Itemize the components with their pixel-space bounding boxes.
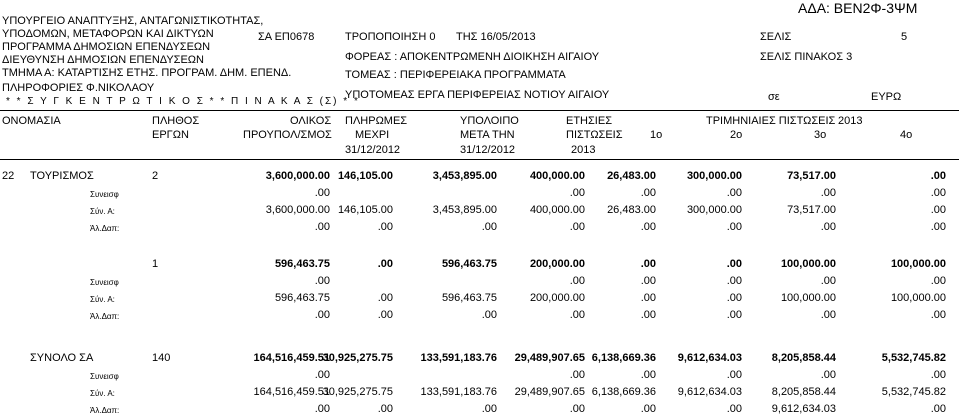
sub-row-value: .00 [640,221,656,233]
sub-row-value: .00 [481,309,497,321]
header-divider-bottom [0,159,959,160]
table-page: ΣΕΛΙΣ ΠΙΝΑΚΟΣ 3 [760,51,853,63]
col-quarterly-year: 2013 [838,115,863,127]
header-line-1: ΥΠΟΥΡΓΕΙΟ ΑΝΑΠΤΥΞΗΣ, ΑΝΤΑΓΩΝΙΣΤΙΚΟΤΗΤΑΣ, [2,15,264,27]
sub-row-value: 100,000.00 [780,292,836,304]
sub-row-value: .00 [820,221,836,233]
sub-row-value: 164,516,459.51 [253,386,330,398]
sub-row-value: .00 [314,309,330,321]
group-main-value: 9,612,634.03 [677,352,742,364]
col-remaining-header-2: ΜΕΤΑ ΤΗΝ [460,129,515,141]
sub-row-value: .00 [726,369,742,381]
sub-row-value: 30,925,275.75 [322,386,393,398]
page-label: ΣΕΛΙΣ [760,31,792,43]
sub-row-value: .00 [377,309,393,321]
sub-row-value: 200,000.00 [529,292,585,304]
sub-row-value: .00 [820,275,836,287]
col-total-budget-header-2: ΠΡΟΥΠΟΛ/ΣΜΟΣ [243,129,332,141]
summary-table-title: * * Σ Υ Γ Κ Ε Ν Τ Ρ Ω Τ Ι Κ Ο Σ * * Π Ι Ν Α Κ Α Σ (Σ) * * [6,96,360,107]
col-count-header-2: ΕΡΓΩΝ [152,129,189,141]
col-remaining-date: 31/12/2012 [460,144,516,156]
modification-date: ΤΗΣ 16/05/2013 [456,31,536,43]
sub-row-value: .00 [930,309,946,321]
sub-row-value: 146,105.00 [337,204,393,216]
group-main-value: 100,000.00 [890,258,946,270]
col-annual-header-2: ΠΙΣΤΩΣΕΙΣ [566,129,623,141]
sub-row-value: .00 [481,221,497,233]
group-main-value: 146,105.00 [337,170,393,182]
subsector: ΥΠΟΤΟΜΕΑΣ ΕΡΓΑ ΠΕΡΙΦΕΡΕΙΑΣ ΝΟΤΙΟΥ ΑΙΓΑΙΟΥ [345,89,610,101]
group-main-value: 26,483.00 [607,170,656,182]
sub-row-value: .00 [377,403,393,415]
sub-row-value: 300,000.00 [686,204,742,216]
sub-row-label: Άλ.Δαπ: [90,312,120,321]
sub-row-value: .00 [726,309,742,321]
group-main-value: 6,138,669.36 [591,352,656,364]
sub-row-value: .00 [930,369,946,381]
sub-row-value: 9,612,634.03 [677,386,742,398]
col-payments-header: ΠΛΗΡΩΜΕΣ [345,115,408,127]
group-name: ΤΟΥΡΙΣΜΟΣ [30,170,94,182]
col-q1-header: 1ο [650,129,663,141]
sub-row-value: .00 [640,309,656,321]
col-name-header: ΟΝΟΜΑΣΙΑ [2,115,61,127]
sub-row-value: .00 [569,221,585,233]
sub-row-value: .00 [481,403,497,415]
sub-row-value: .00 [569,275,585,287]
sub-row-value: .00 [930,275,946,287]
sub-row-value: .00 [314,369,330,381]
sub-row-value: 100,000.00 [890,292,946,304]
sub-row-value: 29,489,907.65 [514,386,585,398]
sub-row-label: Άλ.Δαπ: [90,224,120,233]
sub-row-value: 8,205,858.44 [771,386,836,398]
sub-row-value: 26,483.00 [607,204,656,216]
sub-row-value: 5,532,745.82 [881,386,946,398]
sa-code: ΣΑ ΕΠ0678 [258,31,315,43]
group-main-value: 200,000.00 [529,258,585,270]
group-main-value: 3,600,000.00 [265,170,330,182]
col-q3-header: 3ο [814,129,827,141]
group-main-value: 73,517.00 [787,170,836,182]
group-name: ΣΥΝΟΛΟ ΣΑ [30,352,94,364]
sub-row-value: .00 [820,187,836,199]
sub-row-value: 400,000.00 [529,204,585,216]
header-line-5: ΤΜΗΜΑ Α: ΚΑΤΑΡΤΙΣΗΣ ΕΤΗΣ. ΠΡΟΓΡΑΜ. ΔΗΜ. ΕΠΕΝΔ. [2,67,292,79]
sub-row-value: 9,612,634.03 [771,403,836,415]
sub-row-value: .00 [726,187,742,199]
group-main-value: 3,453,895.00 [432,170,497,182]
sub-row-value: .00 [930,221,946,233]
col-payments-date: 31/12/2012 [345,144,401,156]
sub-row-value: .00 [726,292,742,304]
header-line-2: ΥΠΟΔΟΜΩΝ, ΜΕΤΑΦΟΡΩΝ ΚΑΙ ΔΙΚΤΥΩΝ [2,28,214,40]
sub-row-value: .00 [820,369,836,381]
col-annual-header: ΕΤΗΣΙΕΣ [566,115,612,127]
sub-row-value: .00 [820,309,836,321]
sub-row-value: .00 [726,403,742,415]
sub-row-value: 596,463.75 [441,292,497,304]
group-main-value: 596,463.75 [441,258,497,270]
group-project-count: 2 [152,170,159,182]
col-payments-header-2: ΜΕΧΡΙ [355,129,390,141]
sub-row-value: .00 [930,187,946,199]
group-main-value: 164,516,459.51 [253,352,330,364]
group-main-value: .00 [640,258,656,270]
header-line-6: ΠΛΗΡΟΦΟΡΙΕΣ Φ.ΝΙΚΟΛΑΟΥ [2,82,155,94]
sub-row-value: .00 [314,275,330,287]
header-line-3: ΠΡΟΓΡΑΜΜΑ ΔΗΜΟΣΙΩΝ ΕΠΕΝΔΥΣΕΩΝ [2,41,211,53]
header-divider-top [0,110,959,111]
sub-row-value: .00 [314,403,330,415]
agency: ΦΟΡΕΑΣ : ΑΠΟΚΕΝΤΡΩΜΕΝΗ ΔΙΟΙΚΗΣΗ ΑΙΓΑΙΟΥ [345,51,600,63]
sub-row-value: .00 [569,309,585,321]
currency-unit: ΕΥΡΩ [871,91,902,103]
sub-row-value: .00 [314,221,330,233]
group-main-value: 8,205,858.44 [771,352,836,364]
group-main-value: 400,000.00 [529,170,585,182]
sub-row-label: Άλ.Δαπ: [90,406,120,415]
sub-row-value: .00 [377,292,393,304]
group-main-value: 30,925,275.75 [322,352,393,364]
sub-row-value: 596,463.75 [274,292,330,304]
group-main-value: 100,000.00 [780,258,836,270]
sub-row-value: .00 [726,221,742,233]
modification-number: ΤΡΟΠΟΠΟΙΗΣΗ 0 [345,31,436,43]
col-q2-header: 2ο [730,129,743,141]
col-q4-header: 4ο [900,129,913,141]
sub-row-value: .00 [640,403,656,415]
sub-row-value: 3,600,000.00 [265,204,330,216]
sector: ΤΟΜΕΑΣ : ΠΕΡΙΦΕΡΕΙΑΚΑ ΠΡΟΓΡΑΜΜΑΤΑ [345,69,566,81]
sub-row-value: .00 [569,403,585,415]
col-count-header: ΠΛΗΘΟΣ [152,115,200,127]
sub-row-value: .00 [640,275,656,287]
sub-row-label: Σύν. Α: [90,389,115,398]
group-main-value: 300,000.00 [686,170,742,182]
sub-row-value: .00 [640,187,656,199]
group-code: 22 [2,170,15,182]
sub-row-value: 3,453,895.00 [432,204,497,216]
col-annual-year: 2013 [571,144,596,156]
sub-row-value: .00 [569,369,585,381]
page-number: 5 [901,31,908,43]
group-project-count: 1 [152,258,159,270]
sub-row-value: .00 [930,204,946,216]
col-total-budget-header: ΟΛΙΚΟΣ [290,115,332,127]
group-project-count: 140 [152,352,171,364]
col-remaining-header: ΥΠΟΛΟΙΠΟ [460,115,519,127]
sub-row-value: 73,517.00 [787,204,836,216]
sub-row-value: .00 [640,369,656,381]
unit-prefix: σε [768,91,780,103]
sub-row-label: Συνεισφ [90,278,119,287]
sub-row-label: Σύν. Α: [90,207,115,216]
sub-row-label: Συνεισφ [90,190,119,199]
group-main-value: 29,489,907.65 [514,352,585,364]
sub-row-value: .00 [314,187,330,199]
group-main-value: 5,532,745.82 [881,352,946,364]
header-line-4: ΔΙΕΥΘΥΝΣΗ ΔΗΜΟΣΙΩΝ ΕΠΕΝΔΥΣΕΩΝ [2,54,204,66]
sub-row-label: Σύν. Α: [90,295,115,304]
sub-row-value: .00 [930,403,946,415]
group-main-value: 596,463.75 [274,258,330,270]
group-main-value: .00 [726,258,742,270]
sub-row-value: .00 [377,221,393,233]
sub-row-value: .00 [569,187,585,199]
ada-code: ΑΔΑ: ΒΕΝ2Φ-3ΨΜ [798,0,918,16]
sub-row-value: 6,138,669.36 [591,386,656,398]
group-main-value: 133,591,183.76 [420,352,497,364]
sub-row-value: .00 [640,292,656,304]
sub-row-label: Συνεισφ [90,372,119,381]
col-quarterly-header: ΤΡΙΜΗΝΙΑΙΕΣ ΠΙΣΤΩΣΕΙΣ [706,115,836,127]
sub-row-value: 133,591,183.76 [420,386,497,398]
group-main-value: .00 [377,258,393,270]
group-main-value: .00 [930,170,946,182]
sub-row-value: .00 [726,275,742,287]
